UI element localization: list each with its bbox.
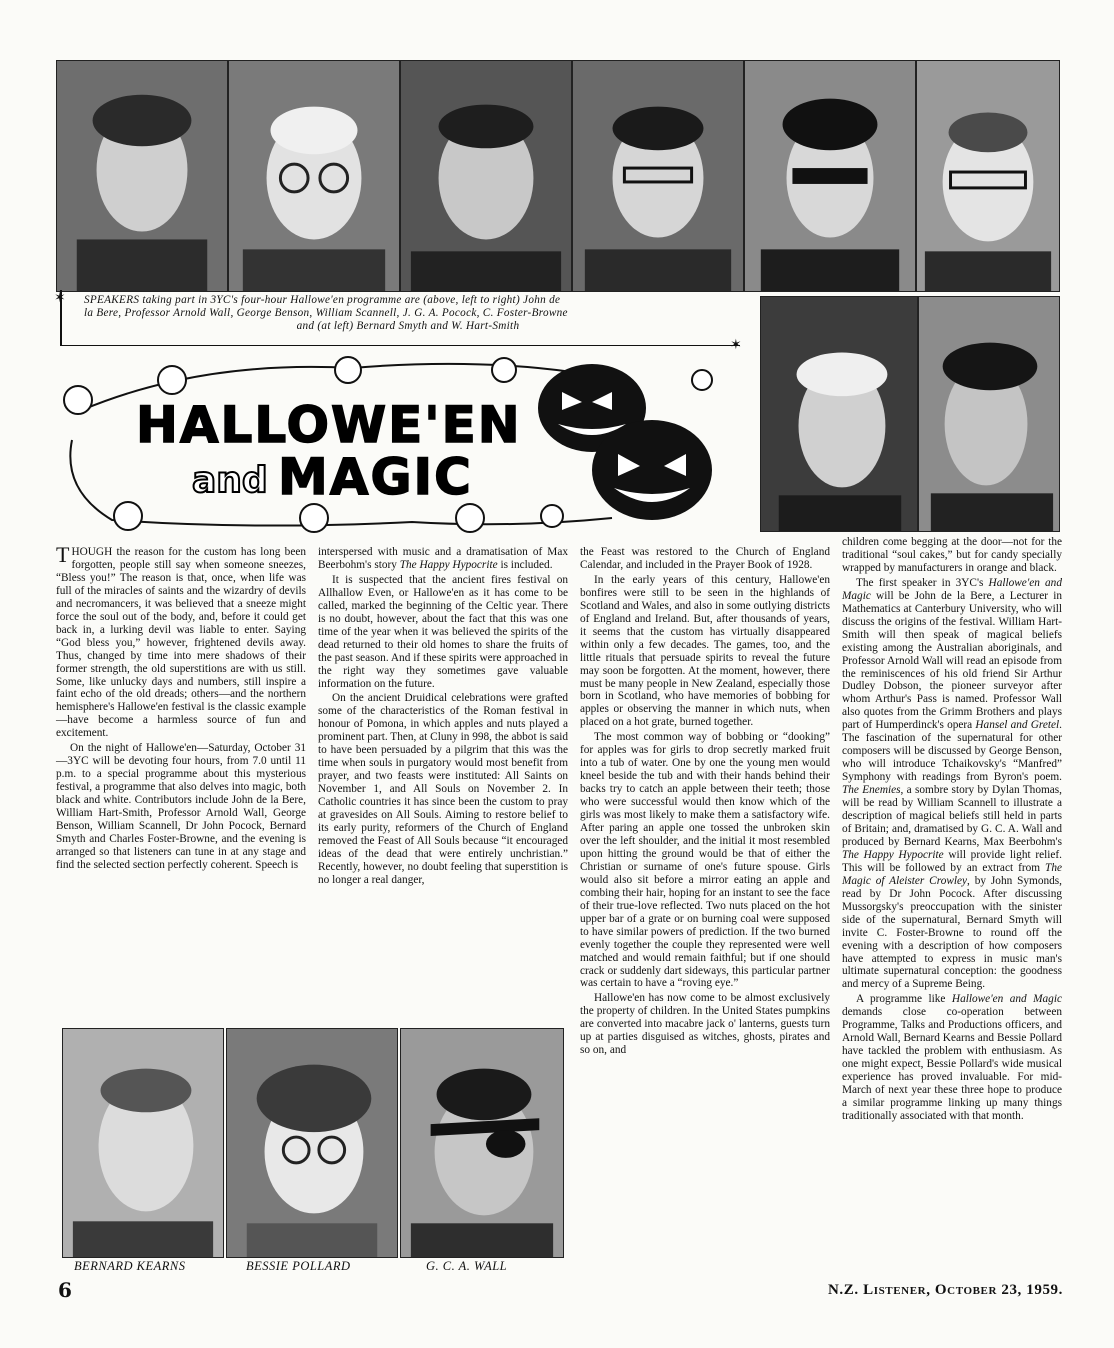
star-ornament-left: ✶ (54, 291, 66, 306)
col4-t-l: A programme like (856, 993, 952, 1006)
photo-george-benson (400, 60, 572, 292)
photo-caption (60, 290, 740, 346)
masthead-dateline: N.Z. Listener, October 23, 1959. (828, 1282, 1064, 1298)
article-col3-para3: The most common way of bobbing or “dooking” for apples was for girls to drop secretly marked fruit into a tub of water. One by one the young men would kneel beside the tub and with their hands behind their backs try to catch an apple between their teeth; those who were successful would then know which of the girls was most likely to make them a satisfactory wife. After paring an apple one tossed the unbroken skin over the left shoulder, and the initial it most resembled upon hitting the ground would be that of either the Christian or surname of one's future spouse. Girls would also sit before a mirror eating an apple and combing their hair, hoping for an instant to see the face of their true-love reflected. Two nuts placed on the hot upper bar of a grate or on burning coal were supposed to have similar powers of prediction. If the two burned evenly together the couple they represented were well matched and would remain faithful; but if one should crack or suddenly dart sideways, this particular partner was certain to have a “roving eye.” (580, 731, 830, 990)
title-artwork (52, 350, 772, 540)
col4-t-h: The Happy Hypocrite (842, 848, 944, 861)
article-col2-para1 (318, 546, 568, 572)
col4-t-e: . The fascination of the supernatural for other composers will be discussed by George Benson, who will introduce Tchaikovsky's “Manfred” Symphony with readings from Byron's poem. (842, 719, 1062, 784)
col2-text-1c: is included. (497, 558, 553, 571)
photo-arnold-wall (228, 60, 400, 292)
col4-t-b: Hallowe'en and Magic (842, 576, 1062, 602)
title-hallowe-en: HALLOWE'EN (136, 396, 522, 454)
col4-t-f: The Enemies (842, 784, 901, 797)
col4-t-i: will provide light relief. This will be followed by an extract from (842, 848, 1062, 874)
caption-bernard-kearns: BERNARD KEARNS (74, 1259, 186, 1273)
caption-gca-wall: G. C. A. WALL (426, 1259, 508, 1273)
caption-line-2: la Bere, Professor Arnold Wall, George Benson, William Scannell, J. G. A. Pocock, C. Foster-Browne (84, 307, 568, 319)
col4-t-c: will be John de la Bere, a Lecturer in Mathematics at Canterbury University, who will discuss the origins of the festival. William Hart-Smith will then speak of magical beliefs existing among the Australian aboriginals, and Professor Arnold Wall will read an episode from the reminiscences of his old friend Sir Arthur Dudley Dobson, the pioneer surveyor after whom Arthur's Pass is named. Professor Wall also quotes from the Grimm Brothers and plays part of Humperdinck's opera (842, 589, 1062, 732)
star-ornament-right: ✶ (730, 338, 742, 353)
article-col4-para3 (842, 993, 1062, 1123)
article-col1-para2: On the night of Hallowe'en—Saturday, October 31—3YC will be devoting four hours, from 7.0 until 11 p.m. to a special programme about this mysterious festival, a programme that also delves into magic, both black and white. Contributors include John de la Bere, William Hart-Smith, Professor Arnold Wall, George Benson, William Scannell, Dr John Pocock, Bernard Smyth and Charles Foster-Browne, and the evening is arranged so that listeners can tune in at any stage and find the selected section perfectly coherent. Speech is (56, 742, 306, 871)
article-col4-para2 (842, 577, 1062, 992)
col4-t-k: , by John Symonds, read by Dr John Pocock. After discussing Mussorgsky's preoccupation with the sinister side of the supernatural, Bernard Smyth will invite C. Foster-Browne to round off the evening with a description of how composers have attempted to express in music man's ultimate supernatural conception: the goodness and mercy of a Supreme Being. (842, 874, 1062, 991)
caption-line-3: and (at left) Bernard Smyth and W. Hart-Smith (296, 320, 520, 332)
photo-w-hart-smith (918, 296, 1060, 532)
caption-line-1: SPEAKERS taking part in 3YC's four-hour Hallowe'en programme are (above, left to right) John de (84, 294, 561, 306)
photo-gca-wall (400, 1028, 564, 1258)
article-col3-para1: the Feast was restored to the Church of England Calendar, and included in the Prayer Book of 1928. (580, 546, 830, 571)
photo-c-foster-browne (916, 60, 1060, 292)
col4-t-m: Hallowe'en and Magic (951, 993, 1062, 1006)
col4-t-j: The Magic of Aleister Crowley (842, 861, 1062, 887)
title-and: and (192, 460, 268, 501)
article-column-4 (842, 536, 1062, 1125)
article-col4-para1: children come begging at the door—not for the traditional “soul cakes,” but for candy specially wrapped by manufacturers in orange and black. (842, 536, 1062, 574)
article-col3-para4: Hallowe'en has now come to be almost exclusively the property of children. In the United States pumpkins are converted into macabre jack o' lanterns, guests turn up at parties disguised as witches, ghosts, pirates and so on, and (580, 992, 830, 1057)
title-magic: MAGIC (278, 448, 473, 506)
article-column-1 (56, 542, 306, 874)
article-col3-para2: In the early years of this century, Hallowe'en bonfires were still to be seen in the highlands of Scotland and Wales, and also in some outlying districts of England and Ireland. But, after thousands of years, it seems that the custom has virtually disappeared within only a few decades. The games, too, and the little rituals that persuade spirits to reveal the future may soon be forgotten. At the moment, however, there must be many people in New Zealand, especially those born in Scotland, who have memories of bobbing for apples or observing the manner in which nuts, when placed on a hot grate, burned together. (580, 573, 830, 729)
col2-text-1a: interspersed with music and a dramatisation of Max Beerbohm's story (318, 546, 568, 571)
photo-bernard-kearns (62, 1028, 224, 1258)
page-number: 6 (58, 1278, 72, 1302)
article-col1-para1 (56, 542, 306, 740)
col1-text-1: HOUGH the reason for the custom has long been forgotten, people still say when someone sneezes, “Bless you!” The reason is that, once, when life was full of the miracles of saints and the wizardry of devils and necromancers, it was believed that a sneeze might force the soul out of the body, and, before it could get back in, a lurking devil was liable to enter. Saying “God bless you,” however, frightened devils away. Thus, changed by time into mere shadows of their former strength, the old superstitions are with us still. Some, like unlucky days and numbers, still inspire a faint echo of the old dreads; others—and the northern hemisphere's Hallowe'en festival is the classic example—have become a harmless source of fun and excitement. (56, 546, 306, 740)
article-col2-para3: On the ancient Druidical celebrations were grafted some of the characteristics of the Roman festival in honour of Pomona, in which apples and nuts played a prominent part. Then, at Cluny in 998, the abbot is said to have been persuaded by a pilgrim that this was the time when souls in purgatory would most benefit from prayer, and two feasts were instituted: All Saints on November 1, and All Souls on November 2. In Catholic countries it has since been the custom to pray at gravesides on All Souls. Aiming to restore belief to its early purity, reformers of the Church of England removed the Feast of All Souls because “it encouraged ideas of the dead that were entirely unchristian.” Recently, however, no doubt feeling that superstition is no longer a real danger, (318, 692, 568, 886)
photo-bernard-smyth (760, 296, 918, 532)
col4-t-a: The first speaker in 3YC's (856, 576, 989, 589)
article-column-2 (318, 546, 568, 889)
photo-jga-pocock (744, 60, 916, 292)
photo-william-scannell (572, 60, 744, 292)
photo-john-de-la-bere (56, 60, 228, 292)
col4-t-g: , a sombre story by Dylan Thomas, will be read by William Scannell to illustrate a description of magical beliefs still held in parts of Britain; and, dramatised by G. C. A. Wall and produced by Bernard Kearns, Max Beerbohm's (842, 784, 1062, 848)
col4-t-n: demands close co-operation between Programme, Talks and Productions officers, and Arnold Wall, Bernard Kearns and Bessie Pollard have tackled the problem with enthusiasm. As one might expect, Bessie Pollard's wide musical experience has proved invaluable. For mid-March of next year these three hope to produce a similar programme linking up many things traditionally associated with that month. (842, 1006, 1062, 1122)
drop-cap: T (56, 542, 70, 567)
photo-bessie-pollard (226, 1028, 398, 1258)
col2-text-1b: The Happy Hypocrite (399, 558, 498, 571)
article-column-3 (580, 546, 830, 1059)
col4-t-d: Hansel and Gretel (975, 719, 1060, 732)
article-col2-para2: It is suspected that the ancient fires festival on Allhallow Even, or Hallowe'en as it has come to be called, marked the beginning of the Celtic year. There is no doubt, however, about the fact that this was one time of the year when it was believed the spirits of the dead returned to their old homes to share the fruits of the past season. And if these spirits were approached in the right way they sometimes gave valuable information on the future. (318, 573, 568, 690)
caption-bessie-pollard: BESSIE POLLARD (246, 1259, 351, 1273)
